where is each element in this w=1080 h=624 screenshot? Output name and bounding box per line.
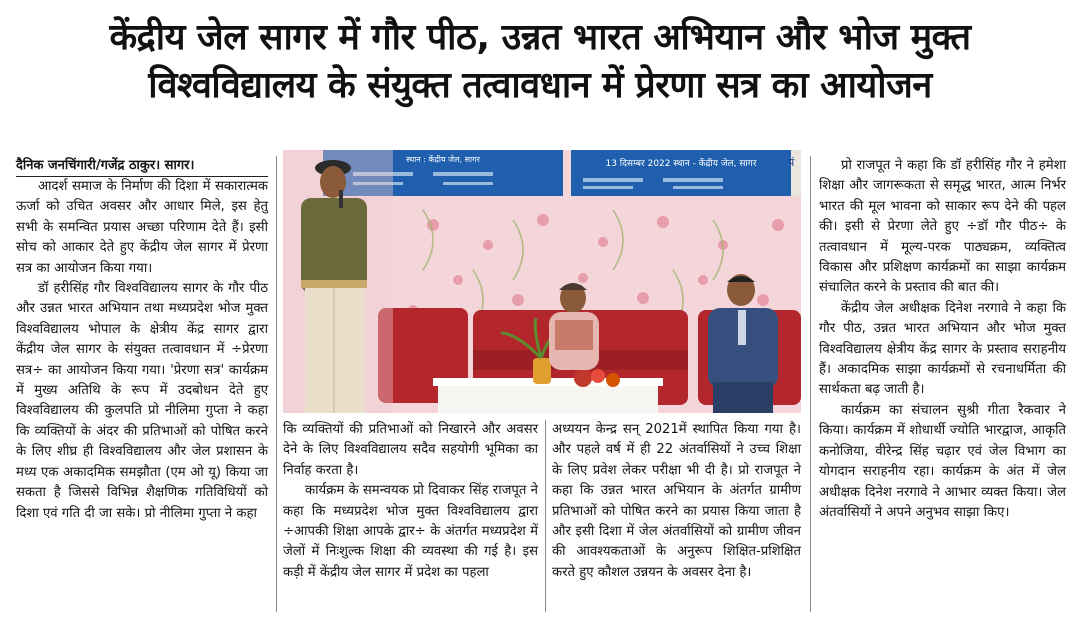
col3-paragraph-1: अध्ययन केन्द्र सन् 2021में स्थापित किया गया है। और पहले वर्ष में ही 22 अंतर्वासियों ने उच्च शिक्षा के लिए प्रवेश लेकर परीक्षा भी दी है। प्रो राजपूत ने कहा कि उन्नत भारत अभियान के अंतर्गत ग्रामीण प्रतिभाओं को पोषित करने का प्रयास किया जाता है और इसी दिशा में जेल अंतर्वासियों को ग्रामीण जीवन की आवश्यकताओं के अनुरूप शिक्षित-प्रशिक्षित करते हुए कौशल उन्नयन के अवसर देना है। [552,422,801,580]
col1-paragraph-2: डॉ हरीसिंह गौर विश्वविद्यालय सागर के गौर पीठ और उन्नत भारत अभियान तथा मध्यप्रदेश भोज मुक्त विश्वविद्यालय भोपाल के क्षेत्रीय केंद्र सागर द्वारा केंद्रीय जेल सागर के संयुक्त तत्वावधान में ÷प्रेरणा सत्र÷ का आयोजन किया गया। 'प्रेरणा सत्र' कार्यक्रम में मुख्य अतिथि के रूप में उदबोधन देते हुए विश्वविद्यालय की कुलपति प्रो नीलिमा गुप्ता ने कहा कि व्यक्तियों के अंदर की प्रतिभाओं को पोषित करने के लिए शीघ्र ही विश्वविद्यालय और जेल प्रशासन के मध्य एक अकादमिक समझौता (एम ओ यू) किया जा सकता है जिससे विभिन्न शैक्षणिक गतिविधियों को दिशा एवं गति दी जा सके। प्रो नीलिमा गुप्ता ने कहा [16,281,268,521]
headline-line-2: विश्वविद्यालय के संयुक्त तत्वावधान में प्रेरणा सत्र का आयोजन [148,65,932,106]
headline [0,14,1080,110]
article-column-3 [552,420,801,583]
col4-paragraph-1: प्रो राजपूत ने कहा कि डॉ हरीसिंह गौर ने हमेशा शिक्षा और जागरूकता से समृद्ध भारत, आत्म निर्भर भारत की मूल भावना को साकार रूप देने की पहल की। इसी से प्रेरणा लेते हुए ÷डॉ गौर पीठ÷ के तत्वावधान में मूल्य-परक पाठ्यक्रम, व्यक्तित्व विकास और प्रशिक्षण कार्यक्रमों का साझा कार्यक्रम संचालित करने के प्रस्ताव की बात की। [819,158,1066,296]
column-divider [276,156,277,612]
col4-paragraph-2: केंद्रीय जेल अधीक्षक दिनेश नरगावे ने कहा कि गौर पीठ, उन्नत भारत अभियान और भोज मुक्त विश्वविद्यालय क्षेत्रीय केंद्र सागर के प्रस्ताव सराहनीय हैं। अकादमिक साझा कार्यक्रमों से रचनाधर्मिता की सार्थकता बढ़ जाती है। [819,300,1066,398]
banner-edge-text: पं [788,156,795,169]
event-photo [283,150,801,413]
col2-paragraph-1: कि व्यक्तियों की प्रतिभाओं को निखारने और अवसर देने के लिए विश्वविद्यालय सदैव सहयोगी भूमिका का निर्वाह करता है। [283,422,538,478]
article-column-2 [283,420,538,583]
col4-paragraph-3: कार्यक्रम का संचालन सुश्री गीता रैकवार ने किया। कार्यक्रम में शोधार्थी ज्योति भारद्वाज, आकृति कनोजिया, वीरेन्द्र सिंह चढ़ार एवं जेल विभाग का योगदान सराहनीय रहा। कार्यक्रम के अंत में जेल अधीक्षक दिनेश नरगावे ने आभार व्यक्त किया। जेल अंतर्वासियों ने अपने अनुभव साझा किए। [819,402,1066,520]
banner-right-text: 13 दिसम्बर 2022 स्थान - केंद्रीय जेल, सागर [605,159,757,169]
banner-left-text: स्थान : केंद्रीय जेल, सागर [406,155,480,164]
byline: दैनिक जनचिंगारी/गजेंद्र ठाकुर। सागर। [16,156,268,177]
article-column-4 [819,156,1066,523]
article-column-1 [16,156,268,524]
column-divider [810,156,811,612]
headline-line-1: केंद्रीय जेल सागर में गौर पीठ, उन्नत भारत अभियान और भोज मुक्त [109,17,971,58]
stage-banner-right [571,150,791,196]
col1-paragraph-1: आदर्श समाज के निर्माण की दिशा में सकारात्मक ऊर्जा को उचित अवसर और आधार मिले, इस हेतु सभी के समन्वित प्रयास अच्छा परिणाम देते हैं। इसी सोच को आकार देते हुए केंद्रीय जेल सागर में प्रेरणा सत्र का आयोजन किया गया। [16,179,268,276]
col2-paragraph-2: कार्यक्रम के समन्वयक प्रो दिवाकर सिंह राजपूत ने कहा कि मध्यप्रदेश भोज मुक्त विश्वविद्यालय द्वारा ÷आपकी शिक्षा आपके द्वार÷ के अंतर्गत मध्यप्रदेश में जेलों में निःशुल्क शिक्षा की व्यवस्था की गई है। इस कड़ी में केंद्रीय जेल सागर में प्रदेश का पहला [283,483,538,580]
column-divider [545,420,546,612]
